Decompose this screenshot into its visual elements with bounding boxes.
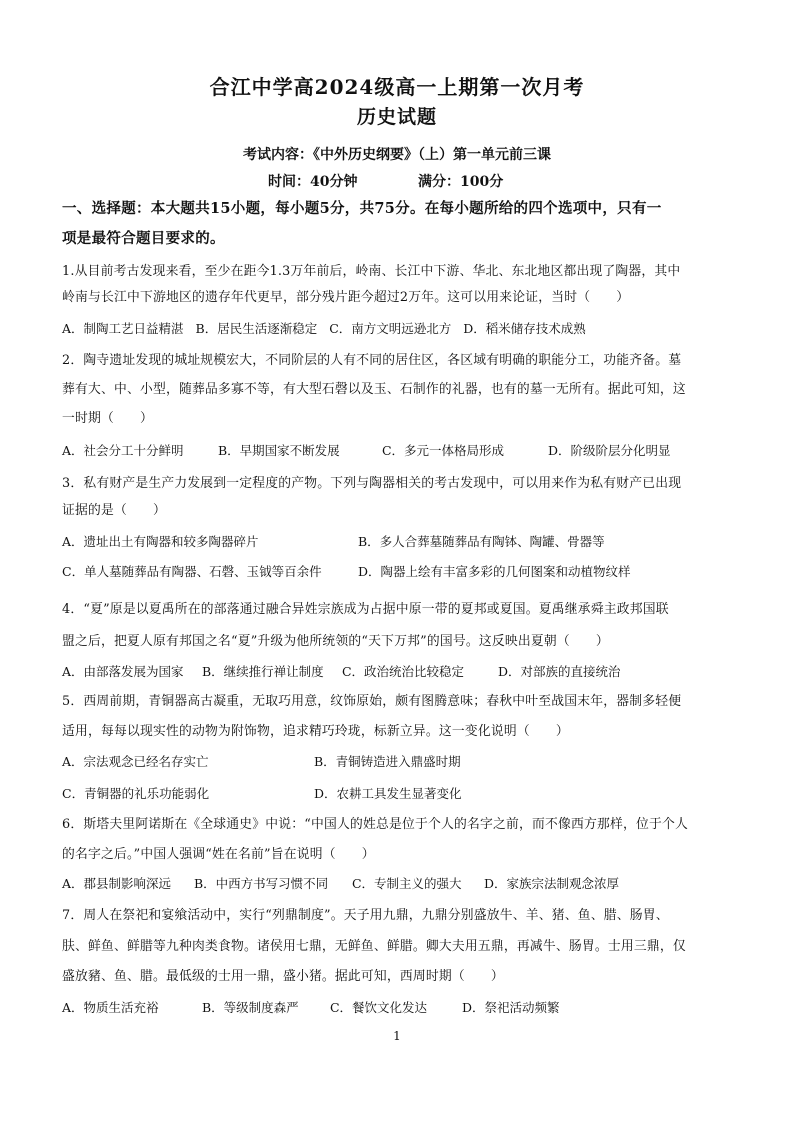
question-1-options: [62, 320, 594, 338]
question-5-options-row-1: [62, 753, 461, 771]
question-4-options: [62, 663, 620, 681]
question-3-line-1: 3．私有财产是生产力发展到一定程度的产物。下列与陶器相关的考古发现中，可以用来作为私有财产已出现: [62, 476, 682, 491]
exam-time: 时间：40分钟: [268, 174, 358, 190]
question-7-line-3: 盛放豬、鱼、腊。最低级的士用一鼎，盛小猪。据此可知，西周时期（ ）: [62, 969, 504, 984]
option-a: A．制陶工艺日益精湛: [62, 321, 184, 336]
option-b: B．中西方书写习惯不同: [193, 876, 329, 891]
question-1-line-2: 岭南与长江中下游地区的遗存年代更早，部分残片距今超过2万年。这可以用来论证，当时（ ）: [62, 290, 630, 305]
page-number: 1: [393, 1029, 401, 1043]
exam-score: 满分：100分: [418, 174, 504, 190]
option-b: B．多人合葬墓随葬品有陶钵、陶罐、骨器等: [357, 534, 605, 549]
question-4-line-1: 4．“夏”原是以夏禹所在的部落通过融合异姓宗族成为占据中原一带的夏邦或夏国。夏禹继承舜主政邦国联: [62, 602, 669, 617]
question-7-line-2: 肤、鲜鱼、鲜腊等九种肉类食物。诸侯用七鼎，无鲜鱼、鲜腊。卿大夫用五鼎，再减牛、肠胃。士用三鼎，仅: [62, 939, 686, 954]
question-3-line-2: 证据的是（ ）: [62, 503, 166, 518]
exam-title: 合江中学高2024级高一上期第一次月考: [209, 75, 585, 99]
option-c: C．单人墓随葬品有陶器、石磬、玉钺等百余件: [62, 564, 322, 579]
option-c: C．南方文明远逊北方: [329, 321, 452, 336]
question-2-line-3: 一时期（ ）: [62, 411, 153, 426]
option-c: C．餐饮文化发达: [329, 1000, 428, 1015]
option-c: C．政治统治比较稳定: [341, 664, 465, 679]
option-c: C．多元一体格局形成: [381, 443, 505, 458]
option-d: D．阶级阶层分化明显: [547, 443, 671, 458]
question-3-options-row-2: [62, 563, 631, 581]
option-d: D．祭祀活动频繁: [461, 1000, 560, 1015]
exam-content: 考试内容：《中外历史纲要》（上）第一单元前三课: [243, 147, 551, 163]
question-6-options: [62, 875, 619, 893]
option-c: C．青铜器的礼乐功能弱化: [62, 786, 210, 801]
option-b: B．继续推行禅让制度: [201, 664, 324, 679]
option-a: A．社会分工十分鲜明: [62, 443, 184, 458]
option-a: A．物质生活充裕: [62, 1000, 159, 1015]
question-2-options: [62, 442, 670, 460]
option-b: B．青铜铸造进入鼎盛时期: [313, 754, 461, 769]
option-d: D．农耕工具发生显著变化: [313, 786, 462, 801]
question-7-options: [62, 999, 559, 1017]
question-4-line-2: 盟之后，把夏人原有邦国之名“夏”升级为他所统领的“天下万邦”的国号。这反映出夏朝（ ）: [62, 634, 609, 649]
question-6-line-2: 的名字之后。”中国人强调“姓在名前”旨在说明（ ）: [62, 847, 375, 862]
question-1-line-1: 1.从目前考古发现来看，至少在距今1.3万年前后，岭南、长江中下游、华北、东北地区都出现了陶器，其中: [62, 264, 681, 279]
option-a: A．宗法观念已经名存实亡: [62, 754, 209, 769]
option-b: B．早期国家不断发展: [217, 443, 340, 458]
section-heading-line2: 项是最符合题目要求的。: [62, 230, 225, 247]
option-b: B．居民生活逐渐稳定: [195, 321, 318, 336]
question-5-line-1: 5．西周前期，青铜器高古凝重，无取巧用意，纹饰原始，颇有图腾意味；春秋中叶至战国末年，器制多轻便: [62, 694, 682, 709]
exam-subject: 历史试题: [356, 106, 437, 128]
section-heading-line1: 一、选择题：本大题共15小题，每小题5分，共75分。在每小题所给的四个选项中，只有一: [62, 200, 662, 217]
question-2-line-2: 葬有大、中、小型，随葬品多寡不等，有大型石磬以及玉、石制作的礼器，也有的墓一无所有。据此可知，这: [62, 382, 686, 397]
option-d: D．家族宗法制观念浓厚: [483, 876, 619, 891]
question-6-line-1: 6．斯塔夫里阿诺斯在《全球通史》中说：“中国人的姓总是位于个人的名字之前，而不像西方那样，位于个人: [62, 817, 688, 832]
question-2-line-1: 2．陶寺遗址发现的城址规模宏大，不同阶层的人有不同的居住区，各区域有明确的职能分工，功能齐备。墓: [62, 353, 682, 368]
option-c: C．专制主义的强大: [351, 876, 462, 891]
question-3-options-row-1: [62, 533, 605, 551]
option-a: A．郡县制影响深远: [62, 876, 172, 891]
option-b: B．等级制度森严: [201, 1000, 299, 1015]
option-d: D．对部族的直接统治: [497, 664, 621, 679]
option-d: D．稻米储存技术成熟: [463, 321, 586, 336]
question-5-options-row-2: [62, 785, 462, 803]
option-a: A．遗址出土有陶器和较多陶器碎片: [62, 534, 259, 549]
option-d: D．陶器上绘有丰富多彩的几何图案和动植物纹样: [357, 564, 631, 579]
question-7-line-1: 7．周人在祭祀和宴飨活动中，实行“列鼎制度”。天子用九鼎，九鼎分别盛放牛、羊、猪、鱼、腊、肠胃、: [62, 908, 669, 923]
question-5-line-2: 适用，每每以现实性的动物为附饰物，追求精巧玲珑，标新立异。这一变化说明（ ）: [62, 724, 569, 739]
option-a: A．由部落发展为国家: [62, 664, 184, 679]
